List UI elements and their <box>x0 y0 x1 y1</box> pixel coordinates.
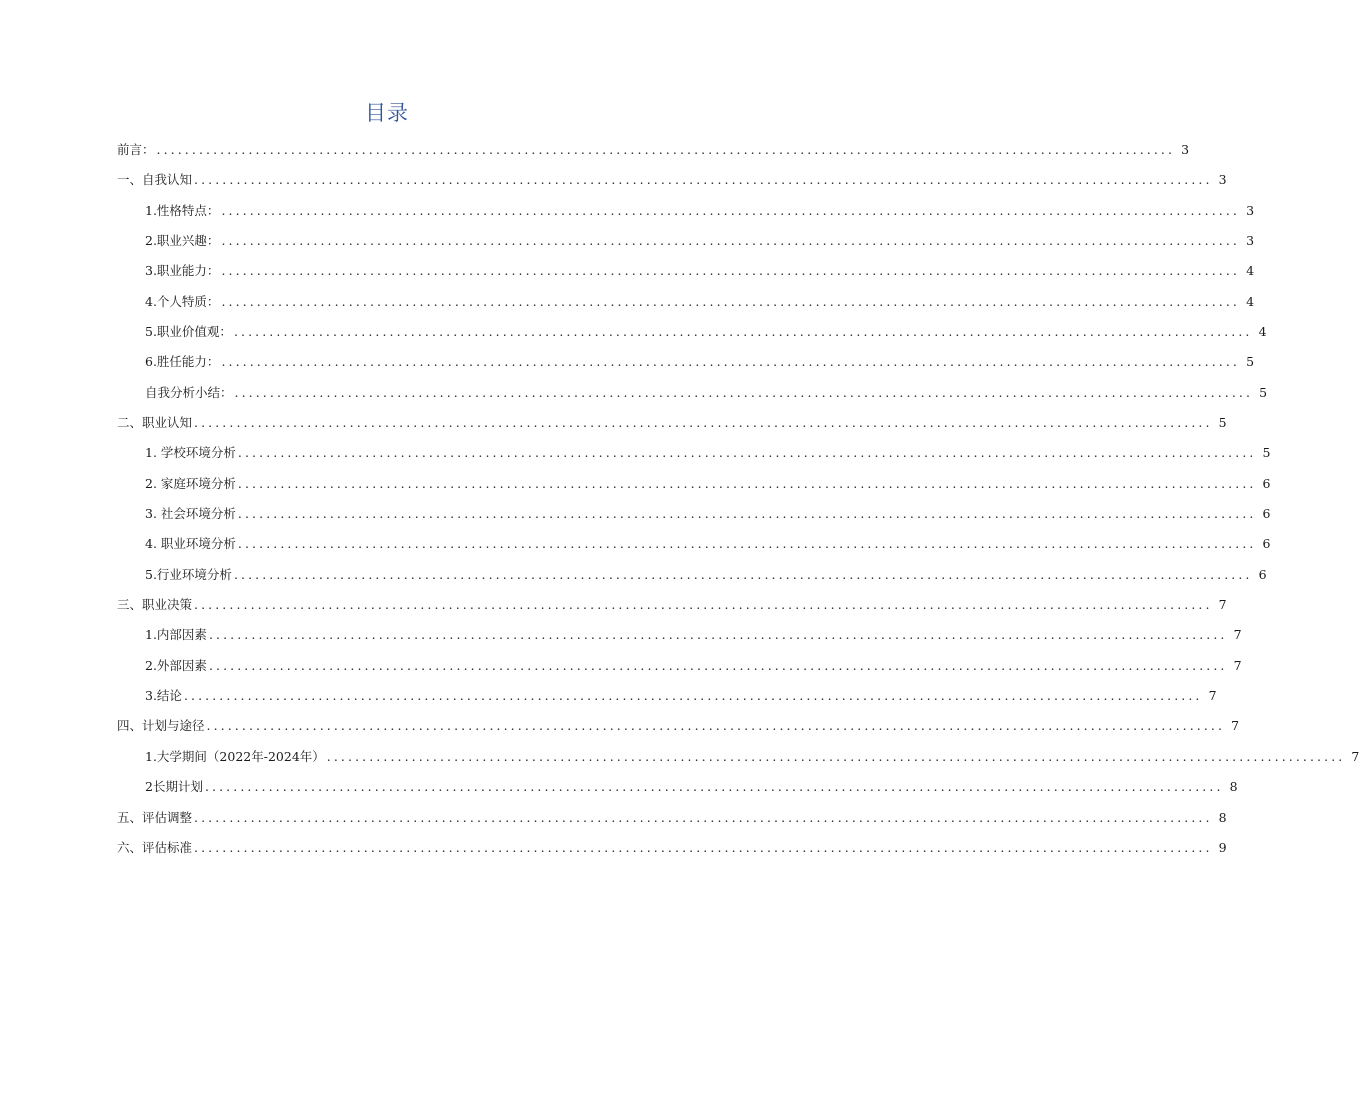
toc-page-number: 6 <box>1258 567 1267 582</box>
toc-entry-conclusion[interactable] <box>145 685 1217 707</box>
toc-entry-label: 2. 家庭环境分析 <box>145 476 236 491</box>
toc-page-number: 5 <box>1262 445 1271 460</box>
toc-entry-label: 2长期计划 <box>145 779 203 794</box>
toc-page-number: 3 <box>1218 172 1227 187</box>
toc-page-number: 7 <box>1351 749 1359 764</box>
toc-entry-label: 3.职业能力： <box>145 263 220 278</box>
toc-entry-label: 三、职业决策 <box>117 597 193 612</box>
toc-entry-label: 一、自我认知 <box>117 172 193 187</box>
toc-entry-label: 六、评估标准 <box>117 840 193 855</box>
toc-entry-industry-env[interactable] <box>145 564 1267 586</box>
toc-entry-label: 3.结论 <box>145 688 182 703</box>
toc-leader-dots: ................................................................................................................................................ <box>237 506 1257 521</box>
toc-entry-family-env[interactable] <box>145 473 1271 495</box>
toc-entry-label: 2.职业兴趣： <box>145 233 220 248</box>
toc-page-number: 4 <box>1246 263 1255 278</box>
toc-entry-university-period[interactable] <box>145 746 1359 768</box>
toc-leader-dots: ................................................................................................................................................ <box>221 294 1241 309</box>
toc-entry-external-factors[interactable] <box>145 655 1242 677</box>
toc-entry-label: 4. 职业环境分析 <box>145 536 236 551</box>
toc-entry-self-awareness[interactable] <box>117 169 1227 191</box>
toc-entry-label: 五、评估调整 <box>117 810 193 825</box>
toc-entry-ability[interactable] <box>145 260 1255 282</box>
toc-entry-label: 前言： <box>117 142 155 157</box>
toc-entry-values[interactable] <box>145 321 1267 343</box>
toc-entry-label: 6.胜任能力： <box>145 354 220 369</box>
toc-entry-self-summary[interactable] <box>145 382 1268 404</box>
toc-page-number: 6 <box>1262 536 1271 551</box>
toc-page-number: 3 <box>1246 203 1255 218</box>
toc-leader-dots: ................................................................................................................................................ <box>237 476 1257 491</box>
toc-leader-dots: ................................................................................................................................................ <box>221 263 1241 278</box>
toc-page-number: 3 <box>1246 233 1255 248</box>
toc-leader-dots: ................................................................................................................................................ <box>221 354 1241 369</box>
toc-entry-school-env[interactable] <box>145 442 1271 464</box>
toc-page-number: 7 <box>1231 718 1240 733</box>
toc-page-number: 6 <box>1262 476 1271 491</box>
toc-leader-dots: ................................................................................................................................................ <box>206 718 1226 733</box>
toc-leader-dots: ................................................................................................................................................ <box>233 324 1253 339</box>
toc-leader-dots: ................................................................................................................................................ <box>237 536 1257 551</box>
toc-leader-dots: ................................................................................................................................................ <box>204 779 1224 794</box>
toc-leader-dots: ................................................................................................................................................ <box>183 688 1203 703</box>
toc-page-number: 7 <box>1233 658 1242 673</box>
toc-entry-label: 5.行业环境分析 <box>145 567 232 582</box>
toc-entry-label: 1. 学校环境分析 <box>145 445 236 460</box>
toc-page-number: 9 <box>1218 840 1227 855</box>
toc-page-number: 8 <box>1229 779 1238 794</box>
toc-leader-dots: ................................................................................................................................................ <box>194 597 1213 612</box>
toc-page-number: 5 <box>1259 385 1268 400</box>
toc-leader-dots: ................................................................................................................................................ <box>194 840 1213 855</box>
toc-page-number: 5 <box>1246 354 1255 369</box>
toc-page-number: 7 <box>1233 627 1242 642</box>
toc-entry-label: 1.大学期间（2022年-2024年） <box>145 749 325 764</box>
toc-leader-dots: ................................................................................................................................................ <box>237 445 1257 460</box>
toc-page-number: 5 <box>1218 415 1227 430</box>
toc-page-number: 7 <box>1208 688 1217 703</box>
toc-page-number: 7 <box>1218 597 1227 612</box>
toc-leader-dots: ................................................................................................................................................ <box>234 385 1254 400</box>
toc-entry-competence[interactable] <box>145 351 1255 373</box>
toc-entry-evaluation-criteria[interactable] <box>117 837 1227 859</box>
toc-leader-dots: ................................................................................................................................................ <box>156 142 1176 157</box>
toc-entry-career-awareness[interactable] <box>117 412 1227 434</box>
toc-entry-internal-factors[interactable] <box>145 624 1242 646</box>
toc-entry-label: 1.内部因素 <box>145 627 207 642</box>
toc-entry-label: 2.外部因素 <box>145 658 207 673</box>
toc-page-number: 3 <box>1181 142 1190 157</box>
toc-page-number: 4 <box>1258 324 1267 339</box>
toc-title: 目录 <box>365 101 409 125</box>
toc-entry-interest[interactable] <box>145 230 1255 252</box>
toc-leader-dots: ................................................................................................................................................ <box>194 415 1213 430</box>
toc-entry-label: 四、计划与途径 <box>117 718 205 733</box>
toc-leader-dots: ................................................................................................................................................ <box>233 567 1253 582</box>
toc-entry-plan-path[interactable] <box>117 715 1240 737</box>
toc-entry-traits[interactable] <box>145 291 1255 313</box>
toc-page-number: 8 <box>1218 810 1227 825</box>
toc-leader-dots: ................................................................................................................................................ <box>194 810 1213 825</box>
toc-entry-evaluation-adjustment[interactable] <box>117 807 1227 829</box>
toc-entry-label: 3. 社会环境分析 <box>145 506 236 521</box>
toc-page-number: 4 <box>1246 294 1255 309</box>
toc-entry-label: 自我分析小结： <box>145 385 233 400</box>
toc-entry-preface[interactable] <box>117 139 1190 161</box>
toc-entry-label: 5.职业价值观： <box>145 324 232 339</box>
toc-entry-social-env[interactable] <box>145 503 1271 525</box>
toc-entry-career-decision[interactable] <box>117 594 1227 616</box>
toc-leader-dots: ................................................................................................................................................ <box>221 203 1241 218</box>
toc-entry-label: 4.个人特质： <box>145 294 220 309</box>
toc-leader-dots: ................................................................................................................................................ <box>326 749 1346 764</box>
toc-leader-dots: ................................................................................................................................................ <box>221 233 1241 248</box>
toc-page-number: 6 <box>1262 506 1271 521</box>
toc-leader-dots: ................................................................................................................................................ <box>194 172 1213 187</box>
toc-entry-personality[interactable] <box>145 200 1255 222</box>
toc-entry-career-env[interactable] <box>145 533 1271 555</box>
toc-entry-label: 二、职业认知 <box>117 415 193 430</box>
toc-entry-label: 1.性格特点： <box>145 203 220 218</box>
toc-leader-dots: ................................................................................................................................................ <box>208 627 1228 642</box>
toc-leader-dots: ................................................................................................................................................ <box>208 658 1228 673</box>
toc-entry-long-term-plan[interactable] <box>145 776 1238 798</box>
